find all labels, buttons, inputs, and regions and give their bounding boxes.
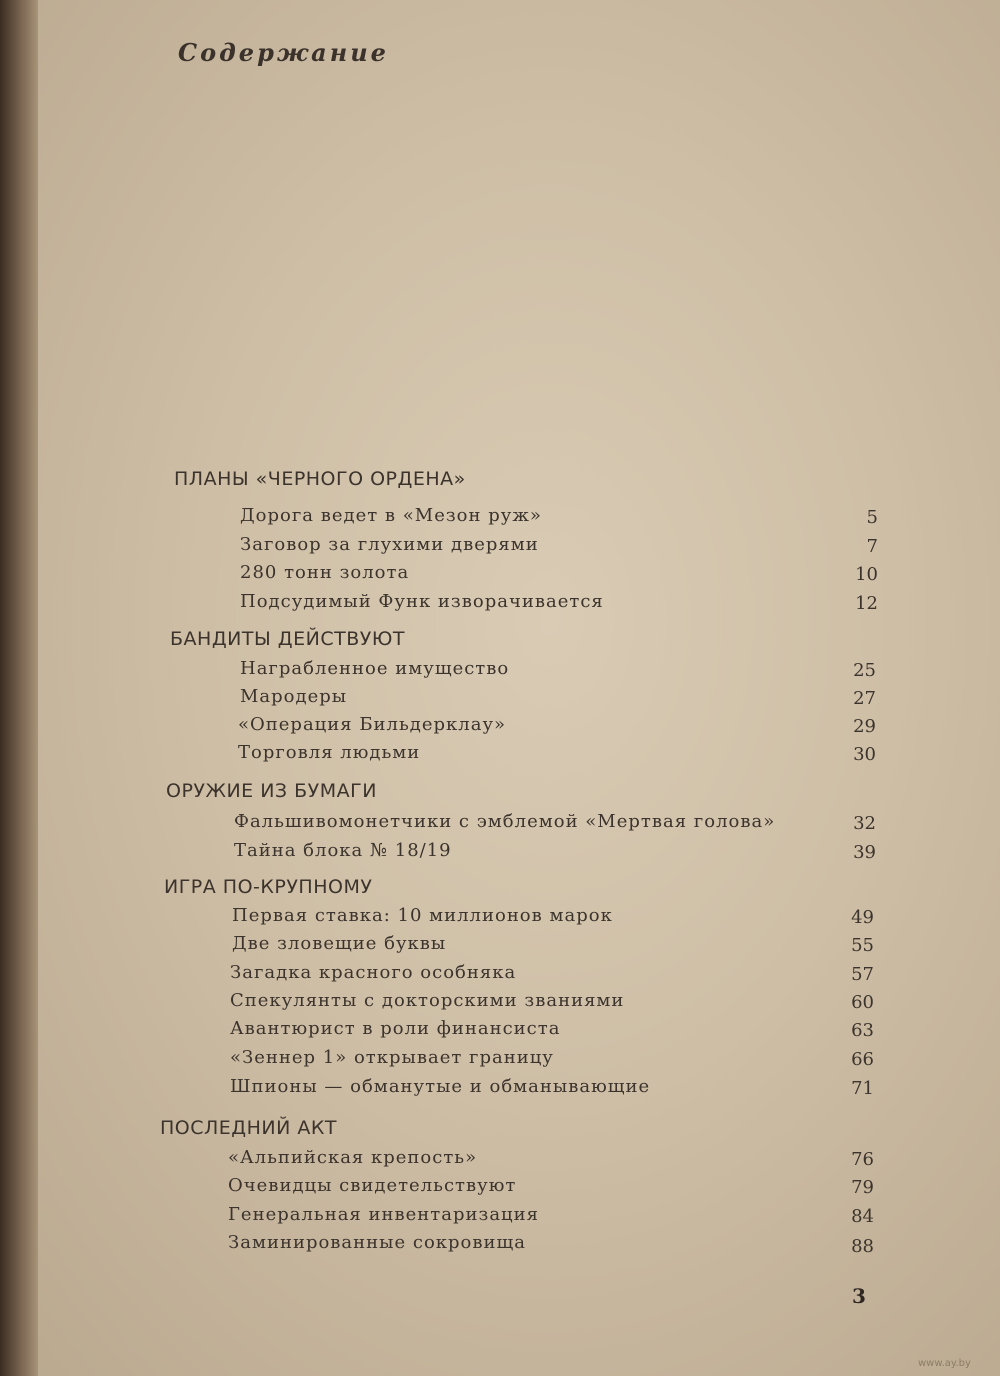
toc-page: 30 [853,744,876,765]
toc-entry: Тайна блока № 18/19 [234,840,452,861]
toc-entry: Заговор за глухими дверями [240,534,539,555]
toc-page: 79 [851,1177,874,1198]
toc-entry: Спекулянты с докторскими званиями [230,990,625,1011]
toc-entry: 280 тонн золота [240,562,410,583]
toc-page: 25 [853,660,876,681]
toc-entry: Награбленное имущество [240,658,510,679]
toc-page: 10 [855,564,878,585]
toc-entry: Авантюрист в роли финансиста [230,1018,561,1039]
toc-page: 76 [851,1149,874,1170]
toc-entry: Шпионы — обманутые и обманывающие [230,1076,651,1097]
toc-page: 71 [851,1078,874,1099]
toc-page: 32 [853,813,876,834]
toc-entry: Подсудимый Функ изворачивается [240,591,604,612]
toc-entry: Торговля людьми [238,742,421,763]
toc-entry: «Операция Бильдерклау» [238,714,507,735]
toc-page: 60 [851,992,874,1013]
toc-page: 5 [866,507,878,528]
toc-page: 49 [851,907,874,928]
toc-page: 27 [853,688,876,709]
toc-page: 12 [855,593,878,614]
section-heading: БАНДИТЫ ДЕЙСТВУЮТ [170,628,405,650]
toc-page: 63 [851,1020,874,1041]
toc-entry: «Альпийская крепость» [228,1147,478,1168]
toc-page: 66 [851,1049,874,1070]
toc-entry: Мародеры [240,686,348,707]
section-heading: ОРУЖИЕ ИЗ БУМАГИ [166,780,377,802]
page-title: Содержание [178,38,389,67]
section-heading: ПОСЛЕДНИЙ АКТ [160,1117,337,1139]
watermark: www.ay.by [918,1358,971,1369]
toc-entry: Две зловещие буквы [232,933,447,954]
toc-entry: Заминированные сокровища [228,1232,526,1253]
toc-page: 39 [853,842,876,863]
section-heading: ИГРА ПО-КРУПНОМУ [164,876,373,898]
toc-entry: Фальшивомонетчики с эмблемой «Мертвая голова» [234,811,776,832]
toc-entry: Загадка красного особняка [230,962,517,983]
toc-page: 29 [853,716,876,737]
toc-page: 88 [851,1236,874,1257]
page-number: 3 [852,1284,866,1308]
toc-page: 57 [851,964,874,985]
toc-entry: Генеральная инвентаризация [228,1204,539,1225]
toc-entry: Очевидцы свидетельствуют [228,1175,517,1196]
toc-entry: «Зеннер 1» открывает границу [230,1047,554,1068]
toc-entry: Дорога ведет в «Мезон руж» [240,505,542,526]
toc-page: 55 [851,935,874,956]
section-heading: ПЛАНЫ «ЧЕРНОГО ОРДЕНА» [174,468,466,490]
toc-page: 84 [851,1206,874,1227]
toc-page: 7 [866,536,878,557]
toc-entry: Первая ставка: 10 миллионов марок [232,905,613,926]
